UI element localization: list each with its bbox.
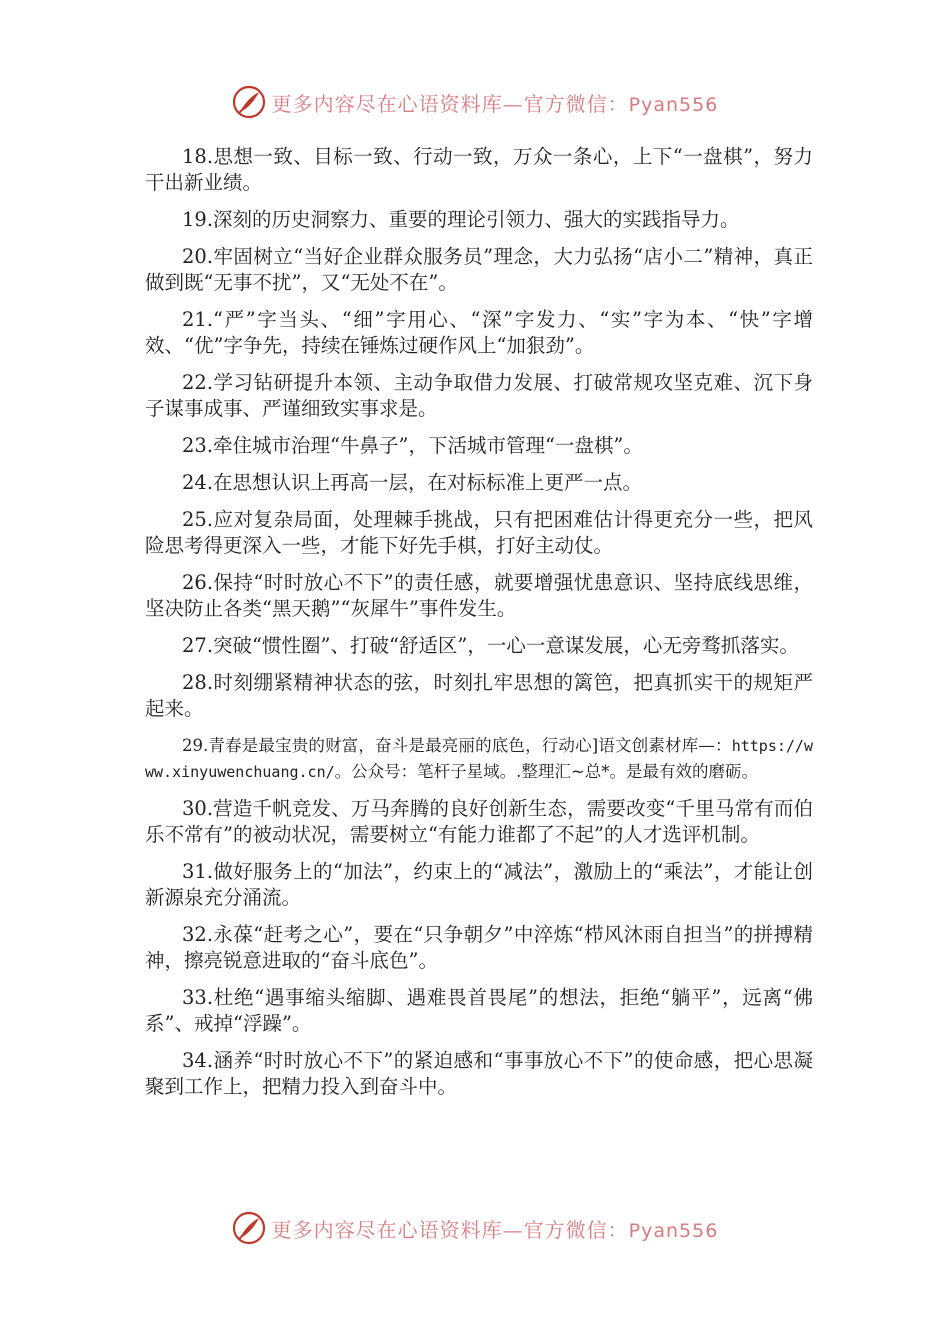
paragraph-25: 25.应对复杂局面，处理棘手挑战，只有把困难估计得更充分一些，把风险思考得更深入一些，才能下好先手棋，打好主动仗。 [145,508,813,557]
quill-pen-logo-icon [232,85,266,119]
footer-wechat-id: Pyan556 [628,1219,719,1242]
paragraph-32: 32.永葆“赶考之心”，要在“只争朝夕”中淬炼“栉风沐雨自担当”的拼搏精神，擦亮锐意进取的“奋斗底色”。 [145,923,813,972]
paragraph-33: 33.杜绝“遇事缩头缩脚、遇难畏首畏尾”的想法，拒绝“躺平”，远离“佛系”、戒掉“浮躁”。 [145,986,813,1035]
paragraph-23: 23.牵住城市治理“牛鼻子”，下活城市管理“一盘棋”。 [182,434,643,457]
paragraph-28: 28.时刻绷紧精神状态的弦，时刻扎牢思想的篱笆，把真抓实干的规矩严起来。 [145,671,813,720]
footer-banner [0,1208,950,1248]
header-banner-text: 更多内容尽在心语资料库—官方微信：Pyan556 [271,91,719,116]
paragraph-22: 22.学习钻研提升本领、主动争取借力发展、打破常规攻坚克难、沉下身子谋事成事、严谨细致实事求是。 [145,371,813,420]
footer-banner-text: 更多内容尽在心语资料库—官方微信：Pyan556 [271,1217,719,1242]
paragraph-24: 24.在思想认识上再高一层，在对标标准上更严一点。 [182,471,643,494]
paragraph-29-text-2: 。公众号：笔杆子星域。.整理汇~总*。是最有效的磨砺。 [334,762,758,781]
paragraph-30: 30.营造千帆竞发、万马奔腾的良好创新生态，需要改变“千里马常有而伯乐不常有”的被动状况，需要树立“有能力谁都了不起”的人才选评机制。 [145,797,813,846]
paragraph-26: 26.保持“时时放心不下”的责任感，就要增强忧患意识、坚持底线思维，坚决防止各类“黑天鹅”“灰犀牛”事件发生。 [145,571,813,620]
paragraph-27: 27.突破“惯性圈”、打破“舒适区”，一心一意谋发展，心无旁骛抓落实。 [182,634,799,657]
paragraph-29 [145,733,813,785]
document-body [145,144,813,1111]
quill-pen-logo-icon [232,1211,266,1245]
paragraph-31: 31.做好服务上的“加法”，约束上的“减法”，激励上的“乘法”，才能让创新源泉充分涌流。 [145,860,813,909]
paragraph-20: 20.牢固树立“当好企业群众服务员”理念，大力弘扬“店小二”精神，真正做到既“无事不扰”，又“无处不在”。 [145,245,813,294]
paragraph-21: 21.“严”字当头、“细”字用心、“深”字发力、“实”字为本、“快”字增效、“优”字争先，持续在锤炼过硬作风上“加狠劲”。 [145,308,813,357]
header-banner [0,82,950,122]
paragraph-29-url: https://www.xinyuwenchuang.cn/ [145,737,813,781]
paragraph-19: 19.深刻的历史洞察力、重要的理论引领力、强大的实践指导力。 [182,208,740,231]
paragraph-18: 18.思想一致、目标一致、行动一致，万众一条心，上下“一盘棋”，努力干出新业绩。 [145,145,813,194]
paragraph-34: 34.涵养“时时放心不下”的紧迫感和“事事放心不下”的使命感，把心思凝聚到工作上，把精力投入到奋斗中。 [145,1049,813,1098]
paragraph-29-text-1: 29.青春是最宝贵的财富，奋斗是最亮丽的底色，行动心]语文创素材库—： [182,736,732,755]
header-wechat-id: Pyan556 [628,93,719,116]
